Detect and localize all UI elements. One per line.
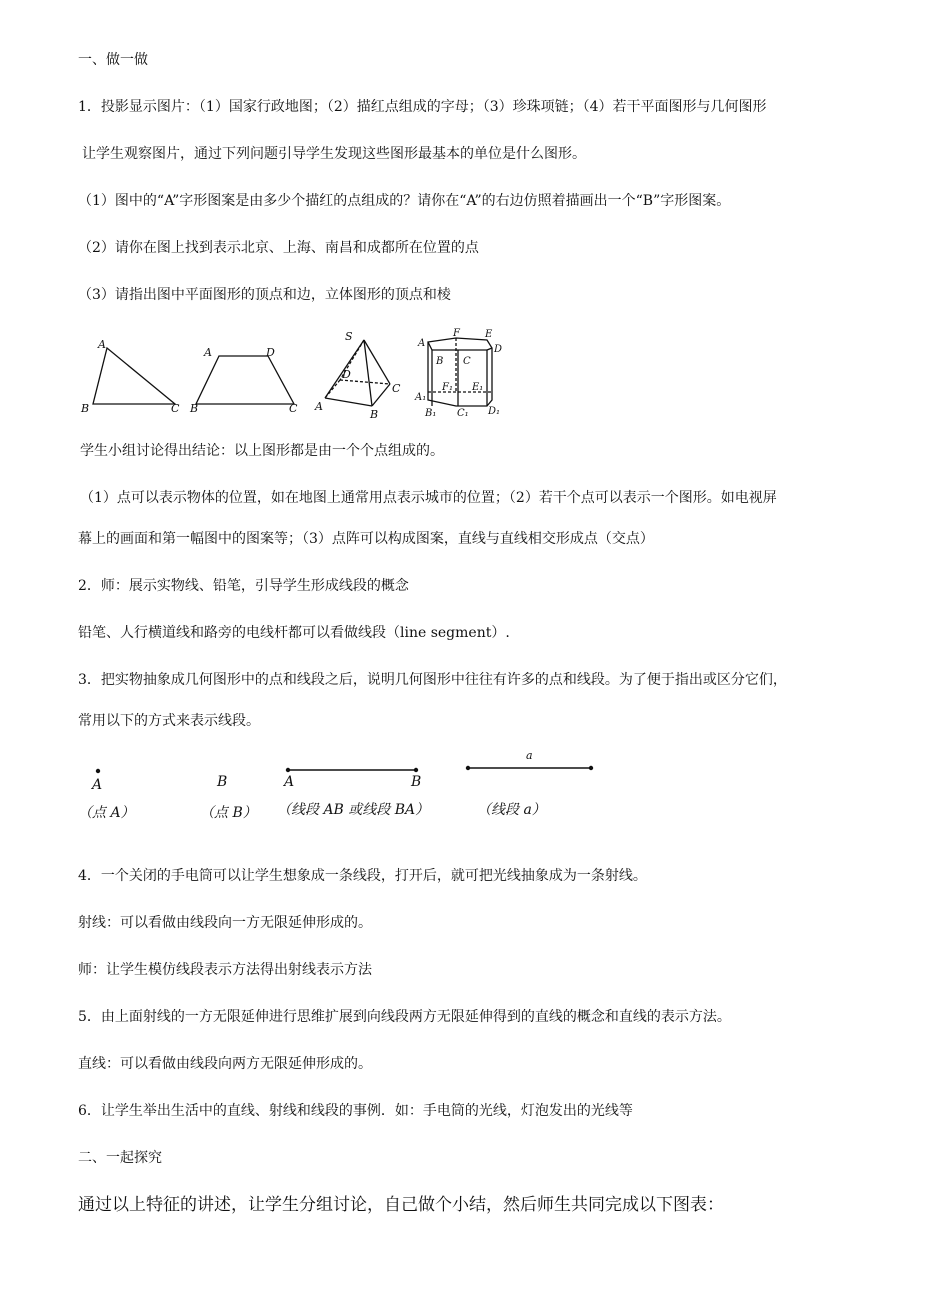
shape-label: B <box>436 356 444 367</box>
shape-label: A <box>204 346 212 359</box>
shape-label: B <box>81 402 90 415</box>
point-a-dot <box>96 769 100 773</box>
point-b-label: B <box>217 774 228 790</box>
paragraph-5: 5．由上面射线的一方无限延伸进行思维扩展到向线段两方无限延伸得到的直线的概念和直线的表示方法。 <box>78 1009 731 1025</box>
shape-label: D <box>494 344 503 355</box>
shapes-figure <box>76 326 516 426</box>
segment-a-label: a <box>526 749 533 762</box>
shape-label: D <box>342 368 351 381</box>
question-3: （3）请指出图中平面图形的顶点和边，立体图形的顶点和棱 <box>78 287 451 303</box>
point-a-label: A <box>92 777 103 793</box>
shape-label: S <box>345 330 353 343</box>
shape-label: E <box>485 329 493 340</box>
paragraph-1a: 1．投影显示图片：（1）国家行政地图；（2）描红点组成的字母；（3）珍珠项链；（4）若干平面图形与几何图形 <box>78 99 767 115</box>
teacher-note: 师：让学生模仿线段表示方法得出射线表示方法 <box>78 962 372 978</box>
paragraph-2b: 铅笔、人行横道线和路旁的电线杆都可以看做线段（line segment）. <box>78 625 510 641</box>
shape-label: B <box>190 402 199 415</box>
conclusion-1b: 幕上的画面和第一幅图中的图案等；（3）点阵可以构成图案，直线与直线相交形成点（交点） <box>78 531 654 547</box>
shape-label: D <box>266 346 275 359</box>
shape-label: A <box>315 400 323 413</box>
paragraph-6: 6．让学生举出生活中的直线、射线和线段的事例．如：手电筒的光线，灯泡发出的光线等 <box>78 1103 633 1119</box>
shape-label: C <box>463 356 471 367</box>
paragraph-3a: 3．把实物抽象成几何图形中的点和线段之后，说明几何图形中往往有许多的点和线段。为了便于指出或区分它们， <box>78 672 787 688</box>
ray-definition: 射线：可以看做由线段向一方无限延伸形成的。 <box>78 915 372 931</box>
shape-label: E₁ <box>472 382 484 393</box>
segment-a-caption: （线段 a） <box>477 802 546 818</box>
segments-figure <box>76 748 616 828</box>
segment-ab-end-label: B <box>411 774 422 790</box>
shape-label: A <box>98 338 106 351</box>
shape-label: A₁ <box>415 392 427 403</box>
pyramid-shape <box>325 340 390 406</box>
shape-label: A <box>418 338 426 349</box>
shape-label: B <box>370 408 379 421</box>
question-2: （2）请你在图上找到表示北京、上海、南昌和成都所在位置的点 <box>78 240 479 256</box>
shape-label: B₁ <box>425 408 437 419</box>
prism-shape <box>428 338 492 406</box>
shape-label: C <box>289 402 298 415</box>
shape-label: C <box>171 402 180 415</box>
conclusion-1a: （1）点可以表示物体的位置，如在地图上通常用点表示城市的位置；（2）若干个点可以表示一个图形。如电视屏 <box>80 490 777 506</box>
conclusion: 学生小组讨论得出结论：以上图形都是由一个个点组成的。 <box>80 443 444 459</box>
triangle-shape <box>93 348 175 404</box>
paragraph-4: 4．一个关闭的手电筒可以让学生想象成一条线段，打开后，就可把光线抽象成为一条射线。 <box>78 868 647 884</box>
segment-ab-start-label: A <box>284 774 295 790</box>
question-1: （1）图中的“A”字形图案是由多少个描红的点组成的？请你在“A”的右边仿照着描画出一个“B”字形图案。 <box>78 193 731 209</box>
paragraph-3b: 常用以下的方式来表示线段。 <box>78 713 260 729</box>
line-definition: 直线：可以看做由线段向两方无限延伸形成的。 <box>78 1056 372 1072</box>
section-heading-one: 一、做一做 <box>78 52 148 68</box>
paragraph-2: 2．师：展示实物线、铅笔，引导学生形成线段的概念 <box>78 578 409 594</box>
final-instruction: 通过以上特征的讲述，让学生分组讨论，自己做个小结，然后师生共同完成以下图表： <box>78 1195 724 1215</box>
shape-label: C₁ <box>457 408 469 419</box>
segment-ab-caption: （线段 AB 或线段 BA） <box>277 802 430 818</box>
shape-label: F₁ <box>442 382 453 393</box>
paragraph-1b: 让学生观察图片，通过下列问题引导学生发现这些图形最基本的单位是什么图形。 <box>82 146 586 162</box>
point-b-caption: （点 B） <box>200 805 257 821</box>
shape-label: D₁ <box>488 406 501 417</box>
point-a-caption: （点 A） <box>78 805 135 821</box>
trapezoid-shape <box>196 356 294 404</box>
shape-label: F <box>453 328 460 339</box>
section-heading-two: 二、一起探究 <box>78 1150 162 1166</box>
shape-label: C <box>392 382 401 395</box>
